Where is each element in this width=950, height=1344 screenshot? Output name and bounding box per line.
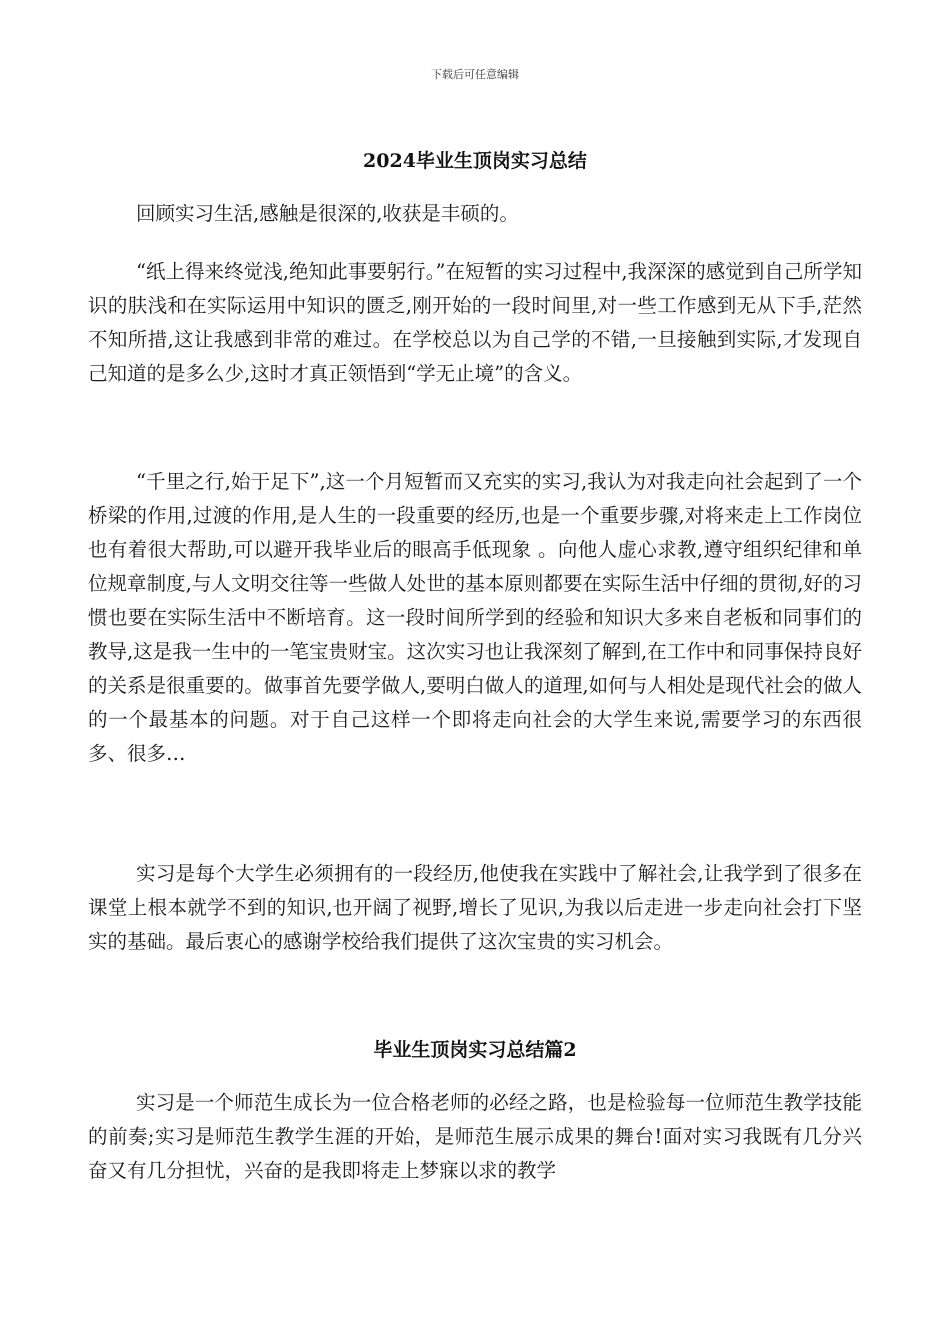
section-title: 毕业生顶岗实习总结篇2: [373, 1039, 577, 1061]
paragraph: 实习是每个大学生必须拥有的一段经历,他使我在实践中了解社会,让我学到了很多在课堂上根本就学不到的知识,也开阔了视野,增长了见识,为我以后走进一步走向社会打下坚实的基础。最后衷心的感谢学校给我们提供了这次宝贵的实习机会。: [88, 862, 862, 953]
paragraph: “纸上得来终觉浅,绝知此事要躬行。”在短暂的实习过程中,我深深的感觉到自己所学知识的肤浅和在实际运用中知识的匮乏,刚开始的一段时间里,对一些工作感到无从下手,茫然不知所措,这让我感到非常的难过。在学校总以为自己学的不错,一旦接触到实际,才发现自己知道的是多么少,这时才真正领悟到“学无止境”的含义。: [88, 260, 862, 385]
paragraph: 实习是一个师范生成长为一位合格老师的必经之路，也是检验每一位师范生教学技能的前奏;实习是师范生教学生涯的开始，是师范生展示成果的舞台!面对实习我既有几分兴奋又有几分担忧，兴奋的是我即将走上梦寐以求的教学: [88, 1091, 862, 1182]
paragraph: “千里之行,始于足下”,这一个月短暂而又充实的实习,我认为对我走向社会起到了一个桥梁的作用,过渡的作用,是人生的一段重要的经历,也是一个重要步骤,对将来走上工作岗位也有着很大帮助,可以避开我毕业后的眼高手低现象 。向他人虚心求教,遵守组织纪律和单位规章制度,与人文明交往等一些做人处世的基本原则都要在实际生活中仔细的贯彻,好的习惯也要在实际生活中不断培育。这一段时间所学到的经验和知识大多来自老板和同事们的教导,这是我一生中的一笔宝贵财宝。这次实习也让我深刻了解到,在工作中和同事保持良好的关系是很重要的。做事首先要学做人,要明白做人的道理,如何与人相处是现代社会的做人的一个最基本的问题。对于自己这样一个即将走向社会的大学生来说,需要学习的东西很多、很多…: [88, 470, 862, 765]
document-title: 2024毕业生顶岗实习总结: [363, 150, 587, 172]
paragraph: 回顾实习生活,感触是很深的,收获是丰硕的。: [136, 202, 519, 225]
header-note: 下载后可任意编辑: [431, 68, 519, 81]
